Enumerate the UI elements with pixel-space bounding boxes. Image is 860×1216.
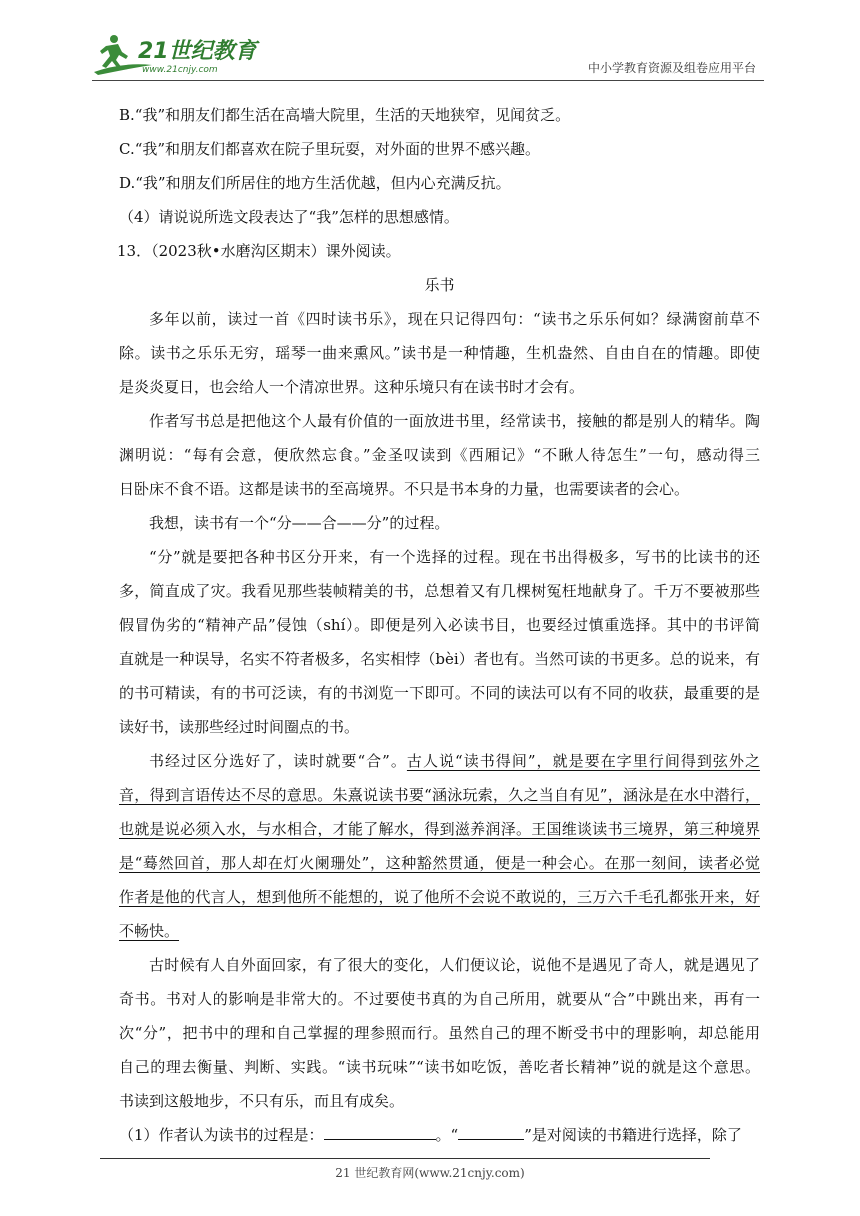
paragraph-line: 多年以前，读过一首《四时读书乐》，现在只记得四句：“读书之乐乐何如？绿满窗前草不 — [149, 310, 760, 328]
answer-blank-1[interactable] — [324, 1121, 436, 1140]
paragraph-line — [119, 880, 760, 914]
paragraph-line: 除。读书之乐乐无穷，瑶琴一曲来熏风。”读书是一种情趣，生机盎然、自由自在的情趣。即使 — [119, 344, 760, 362]
question-4: （4）请说说所选文段表达了“我”怎样的思想感情。 — [119, 208, 459, 226]
paragraph-line: 书读到这般地步，不只有乐，而且有成矣。 — [119, 1092, 405, 1110]
plain-text: 书经过区分选好了，读时就要“合”。 — [149, 752, 407, 770]
paragraph-line: 次“分”，把书中的理和自己掌握的理参照而行。虽然自己的理不断受书中的理影响，却总能用 — [119, 1024, 760, 1042]
question-1-text: （1）作者认为读书的过程是： — [119, 1126, 324, 1144]
question-1 — [119, 1118, 760, 1152]
paragraph-line: 奇书。书对人的影响是非常大的。不过要使书真的为自己所用，就要从“合”中跳出来，再有一 — [119, 990, 760, 1008]
option-b: B.“我”和朋友们都生活在高墙大院里，生活的天地狭窄，见闻贫乏。 — [119, 106, 571, 124]
underlined-text: 不畅快。 — [119, 922, 180, 940]
paragraph-line: 作者写书总是把他这个人最有价值的一面放进书里，经常读书，接触的都是别人的精华。陶 — [149, 412, 760, 430]
paragraph-line: 假冒伪劣的“精神产品”侵蚀（shí）。即便是列入必读书目，也要经过慎重选择。其中的书评简 — [119, 616, 760, 634]
underlined-text: 是“蓦然回首，那人却在灯火阑珊处”，这种豁然贯通，便是一种会心。在那一刻间，读者必觉 — [119, 854, 760, 872]
paragraph-line — [119, 846, 760, 880]
paragraph-line: 多，简直成了灾。我看见那些装帧精美的书，总想着又有几棵树冤枉地献身了。千万不要被那些 — [119, 582, 760, 600]
site-logo — [92, 32, 264, 76]
underlined-text: 音，得到言语传达不尽的意思。朱熹说读书要“涵泳玩索，久之当自有见”，涵泳是在水中潜行， — [119, 786, 760, 804]
logo-text: 21世纪教育 — [138, 39, 257, 64]
paragraph-line: 读好书，读那些经过时间圈点的书。 — [119, 718, 360, 736]
platform-label: 中小学教育资源及组卷应用平台 — [587, 61, 756, 75]
page-footer: 21 世纪教育网(www.21cnjy.com) — [335, 1166, 525, 1180]
logo-url: www.21cnjy.com — [142, 65, 218, 75]
underlined-text: 作者是他的代言人，想到他所不能想的，说了他所不会说不敢说的，三万六千毛孔都张开来，好 — [119, 888, 760, 906]
underlined-text: 也就是说必须入水，与水相合，才能了解水，得到滋养润泽。王国维谈读书三境界，第三种境界 — [119, 820, 760, 838]
paragraph-line: 日卧床不食不语。这都是读书的至高境界。不只是书本身的力量，也需要读者的会心。 — [119, 480, 690, 498]
paragraph-line — [119, 778, 760, 812]
paragraph-line — [119, 914, 760, 948]
paragraph-line — [119, 744, 760, 778]
underlined-text: 古人说“读书得间”，就是要在字里行间得到弦外之 — [406, 752, 761, 770]
paragraph-line: 渊明说：“每有会意，便欣然忘食。”金圣叹读到《西厢记》“不瞅人待怎生”一句，感动得三 — [119, 446, 760, 464]
paragraph-line: 我想，读书有一个“分——合——分”的过程。 — [149, 514, 450, 532]
paragraph-line: 的书可精读，有的书可泛读，有的书浏览一下即可。不同的读法可以有不同的收获，最重要的是 — [119, 684, 760, 702]
question-1-text: 。“ — [435, 1126, 459, 1144]
question-13: 13．（2023秋•水磨沟区期末）课外阅读。 — [117, 242, 401, 260]
paragraph-line: 是炎炎夏日，也会给人一个清凉世界。这种乐境只有在读书时才会有。 — [119, 378, 585, 396]
paragraph-line: 古时候有人自外面回家，有了很大的变化，人们便议论，说他不是遇见了奇人，就是遇见了 — [149, 956, 760, 974]
paragraph-line: 自己的理去衡量、判断、实践。“读书玩味”“读书如吃饭，善吃者长精神”说的就是这个意思。 — [119, 1058, 760, 1076]
paragraph-line: 直就是一种误导，名实不符者极多，名实相悖（bèi）者也有。当然可读的书更多。总的说来，有 — [119, 650, 760, 668]
article-title: 乐书 — [424, 276, 455, 294]
question-1-text: ”是对阅读的书籍进行选择，除了 — [524, 1126, 742, 1144]
paragraph-line — [119, 812, 760, 846]
document-body — [119, 98, 760, 1152]
paragraph-line: “分”就是要把各种书区分开来，有一个选择的过程。现在书出得极多，写书的比读书的还 — [149, 548, 760, 566]
page-header — [92, 30, 764, 81]
option-d: D.“我”和朋友们所居住的地方生活优越，但内心充满反抗。 — [119, 174, 511, 192]
footer-divider — [100, 1158, 710, 1159]
answer-blank-2[interactable] — [458, 1121, 524, 1140]
option-c: C.“我”和朋友们都喜欢在院子里玩耍，对外面的世界不感兴趣。 — [119, 140, 541, 158]
